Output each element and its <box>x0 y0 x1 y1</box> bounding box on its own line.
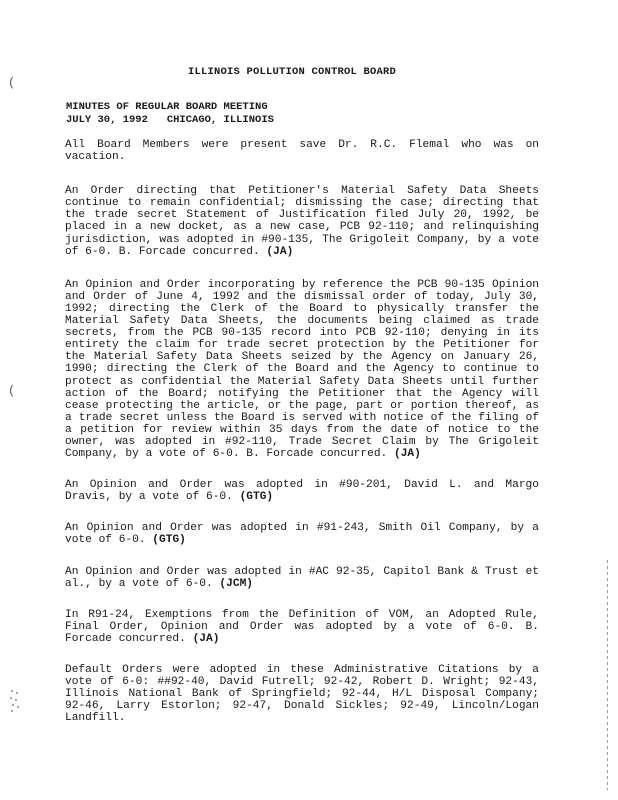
minute-item-5-text: An Opinion and Order was adopted in #AC 92-35, Capitol Bank & Trust et al., by a vote of 6-0. <box>65 565 539 590</box>
minute-item-6 <box>65 609 539 645</box>
minute-item-7 <box>65 664 539 724</box>
minute-item-4 <box>65 522 539 546</box>
punch-hole-mark-top: ( <box>8 76 16 90</box>
minute-item-4-initials: (GTG) <box>152 534 186 547</box>
minute-item-3 <box>65 479 539 503</box>
minute-item-2-initials: (JA) <box>393 448 421 461</box>
minutes-body <box>65 139 539 744</box>
attendance-text: All Board Members were present save Dr. R.C. Flemal who was on vacation. <box>65 139 539 164</box>
minute-item-2-text: An Opinion and Order incorporating by reference the PCB 90-135 Opinion and Order of June 4, 1992 and the dismissal order of today, July 30, 1992; directing the Clerk of the Board to physically transfer the Material Safety Data Sheets, the documents being claimed as trade secrets, from the PCB 90-135 record into PCB 92-110; denying in its entirety the claim for trade secret protection by the Petitioner for the Material Safety Data Sheets seized by the Agency on January 26, 1990; directing the Clerk of the Board and the Agency to continue to protect as confidential the Material Safety Data Sheets until further action of the Board; notifying the Petitioner that the Agency will cease protecting the article, or the page, part or portion thereof, as a trade secret unless the Board is served with notice of the filing of a petition for review within 35 days from the date of notice to the owner, was adopted in #92-110, Trade Secret Claim by The Grigoleit Company, by a vote of 6-0. B. Forcade concurred. <box>65 278 539 461</box>
board-name-heading: ILLINOIS POLLUTION CONTROL BOARD <box>188 66 397 78</box>
minute-item-3-initials: (GTG) <box>239 491 274 504</box>
minute-item-7-text: Default Orders were adopted in these Administrative Citations by a vote of 6-0: ##92-40, David Futrell; 92-42, Robert D. Wright; 92-43, Illinois National Bank of Springfield; 92-44, H/L Disposal Company; 92-46, Larry Estorlon; 92-47, Donald Sickles; 92-49, Lincoln/Logan Landfill. <box>65 664 539 725</box>
meeting-title-block <box>66 101 274 127</box>
minute-item-3-text: An Opinion and Order was adopted in #90-201, David L. and Margo Dravis, by a vote of 6-0. <box>65 479 539 504</box>
minute-item-5-initials: (JCM) <box>219 577 253 590</box>
minute-item-6-initials: (JA) <box>192 632 220 645</box>
minute-item-1 <box>65 185 539 258</box>
minute-item-2 <box>65 279 539 460</box>
meeting-date-location: JULY 30, 1992 CHICAGO, ILLINOIS <box>66 114 274 126</box>
minute-item-1-initials: (JA) <box>266 245 294 258</box>
attendance-paragraph <box>65 139 539 163</box>
minute-item-4-text: An Opinion and Order was adopted in #91-243, Smith Oil Company, by a vote of 6-0. <box>65 522 539 547</box>
scan-edge-line <box>607 560 608 790</box>
minute-item-6-text: In R91-24, Exemptions from the Definition of VOM, an Adopted Rule, Final Order, Opinion and Order was adopted by a vote of 6-0. B. Forcade concurred. <box>65 608 539 645</box>
minute-item-1-text: An Order directing that Petitioner's Material Safety Data Sheets continue to remain confidential; dismissing the case; directing that the trade secret Statement of Justification filed July 20, 1992, be placed in a new docket, as a new case, PCB 92-110; and relinquishing jurisdiction, was adopted in #90-135, The Grigoleit Company, by a vote of 6-0. B. Forcade concurred. <box>65 185 539 258</box>
meeting-title: MINUTES OF REGULAR BOARD MEETING <box>66 101 268 113</box>
punch-hole-mark-bottom <box>8 688 22 714</box>
minute-item-5 <box>65 566 539 590</box>
punch-hole-mark-middle: ( <box>8 384 16 398</box>
